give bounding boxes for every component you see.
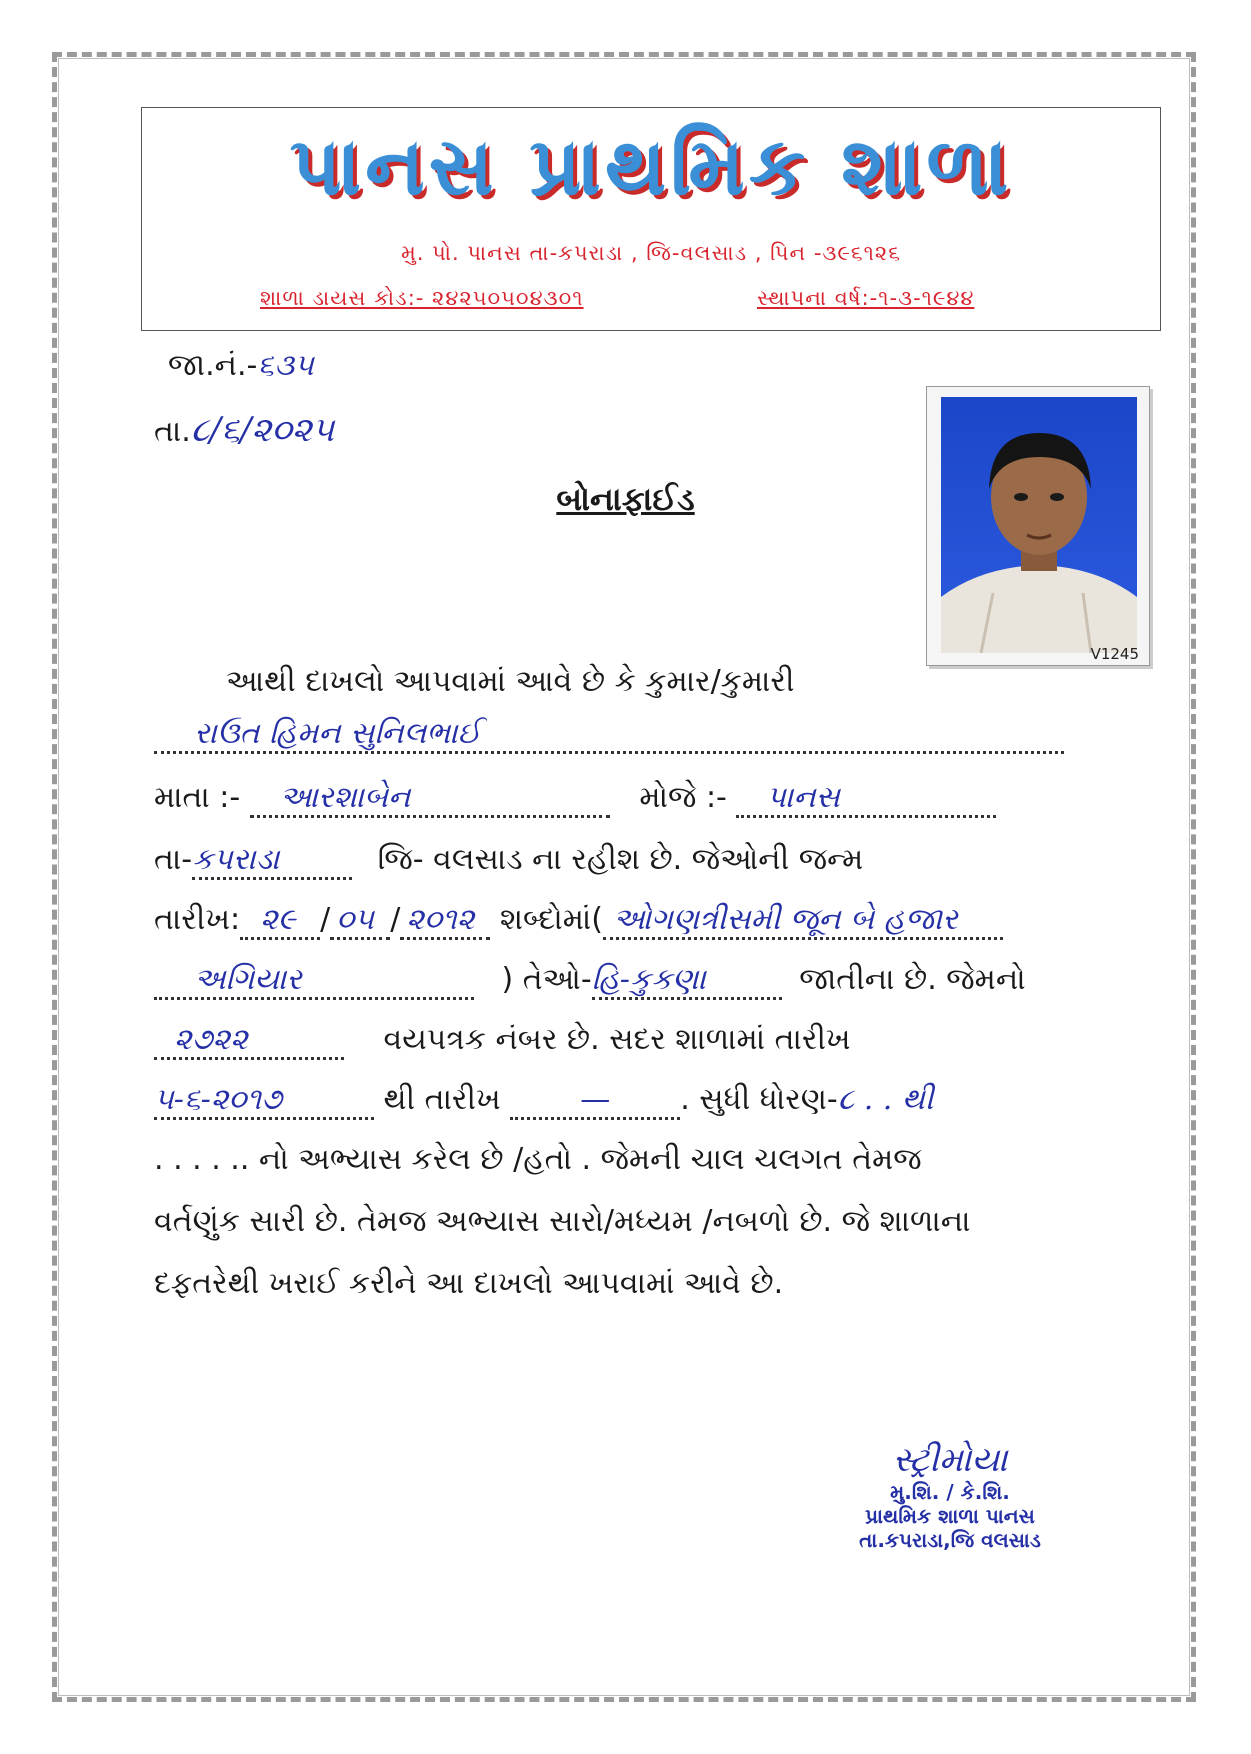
words-label: શબ્દોમાં(: [499, 902, 603, 937]
reference-number: [168, 348, 314, 383]
dise-code: શાળા ડાયસ કોડ:- ૨૪૨૫૦૫૦૪૩૦૧: [260, 286, 584, 310]
village-label: મોજે :-: [639, 780, 727, 815]
dob-month: ૦૫: [336, 902, 374, 937]
conduct-line: વર્તણુંક સારી છે. તેમજ અભ્યાસ સારો/મધ્યમ /નબળો છે. જે શાળાના: [154, 1204, 971, 1239]
dob-label: તારીખ:: [154, 902, 241, 937]
dob-day: ૨૯: [260, 902, 296, 937]
mother-name: આરશાબેન: [279, 780, 411, 815]
district-text: જિ- વલસાડ ના રહીશ છે. જેઓની જન્મ: [377, 842, 864, 877]
register-text: વયપત્રક નંબર છે. સદર શાળામાં તારીખ: [383, 1022, 851, 1057]
village-name: પાનસ: [766, 780, 840, 815]
established-year: સ્થાપના વર્ષ:-૧-૩-૧૯૪૪: [757, 286, 975, 310]
caste-line: [154, 962, 1094, 1000]
signatory-address: તા.કપરાડા,જિ વલસાડ: [859, 1528, 1041, 1552]
standard-value: ૮ . . થી: [837, 1082, 934, 1117]
student-portrait-icon: [941, 397, 1137, 653]
register-number: ૨૭૨૨: [174, 1022, 248, 1057]
mother-line: [154, 780, 1094, 818]
register-line: [154, 1022, 1094, 1060]
dob-words-1: ઓગણત્રીસમી જૂન બે હજાર: [613, 902, 958, 937]
school-name: પાનસ પ્રાથમિક શાળા: [289, 120, 1013, 213]
caste-suffix: જાતીના છે. જેમનો: [799, 962, 1026, 997]
taluka-label: તા-: [154, 842, 193, 877]
intro-line: આથી દાખલો આપવામાં આવે છે કે કુમાર/કુમારી: [226, 664, 795, 699]
standard-label: . સુધી ધોરણ-: [680, 1082, 838, 1117]
signatory-role: મુ.શિ. / કે.શિ.: [890, 1480, 1010, 1504]
signatory-school: પ્રાથમિક શાળા પાનસ: [865, 1504, 1035, 1528]
dob-year: ૨૦૧૨: [406, 902, 475, 937]
to-date: —: [580, 1082, 611, 1117]
dob-words-2: અગિયાર: [194, 962, 302, 997]
closing-line: દફતરેથી ખરાઈ કરીને આ દાખલો આપવામાં આવે છે.: [154, 1266, 784, 1301]
taluka-line: [154, 842, 1094, 880]
signature-block: [820, 1440, 1080, 1552]
letterhead: [141, 107, 1161, 331]
taluka-name: કપરાડા: [192, 842, 280, 877]
certificate-title: બોનાફાઈડ: [556, 480, 695, 518]
caste-value: હિ-કુકણા: [591, 962, 706, 997]
school-address: મુ. પો. પાનસ તા-કપરાડા , જિ-વલસાડ , પિન -૩૯૬૧૨૬: [401, 241, 901, 265]
from-text: થી તારીખ: [383, 1082, 501, 1117]
mother-label: માતા :-: [154, 780, 241, 815]
study-line: . . . . .. નો અભ્યાસ કરેલ છે /હતો . જેમની ચાલ ચલગત તેમજ: [154, 1142, 922, 1177]
reference-value: ૬૩૫: [257, 348, 314, 383]
photo-code: V1245: [1090, 645, 1139, 663]
date-value: ૮/૬/૨૦૨૫: [190, 410, 335, 450]
signature: સ્ટ્રીમોયા: [892, 1440, 1008, 1480]
issue-date: [154, 410, 334, 450]
student-name: રાઉત હિમન સુનિલભાઈ: [194, 716, 481, 751]
caste-label: ) તેઓ-: [501, 962, 592, 997]
photo-image: [941, 397, 1137, 653]
student-name-line: [154, 716, 1094, 754]
dob-line: તારીખ: ૨૯ / ૦૫ / ૨૦૧૨ શબ્દોમાં( ઓગણત્રીસમી જૂન બે હજાર: [154, 902, 1094, 940]
reference-label: જા.નં.-: [168, 348, 258, 383]
student-photo: [926, 386, 1150, 666]
dates-line: [154, 1082, 1094, 1120]
admission-date: ૫-૬-૨૦૧૭: [154, 1082, 283, 1117]
date-label: તા.: [154, 414, 191, 449]
